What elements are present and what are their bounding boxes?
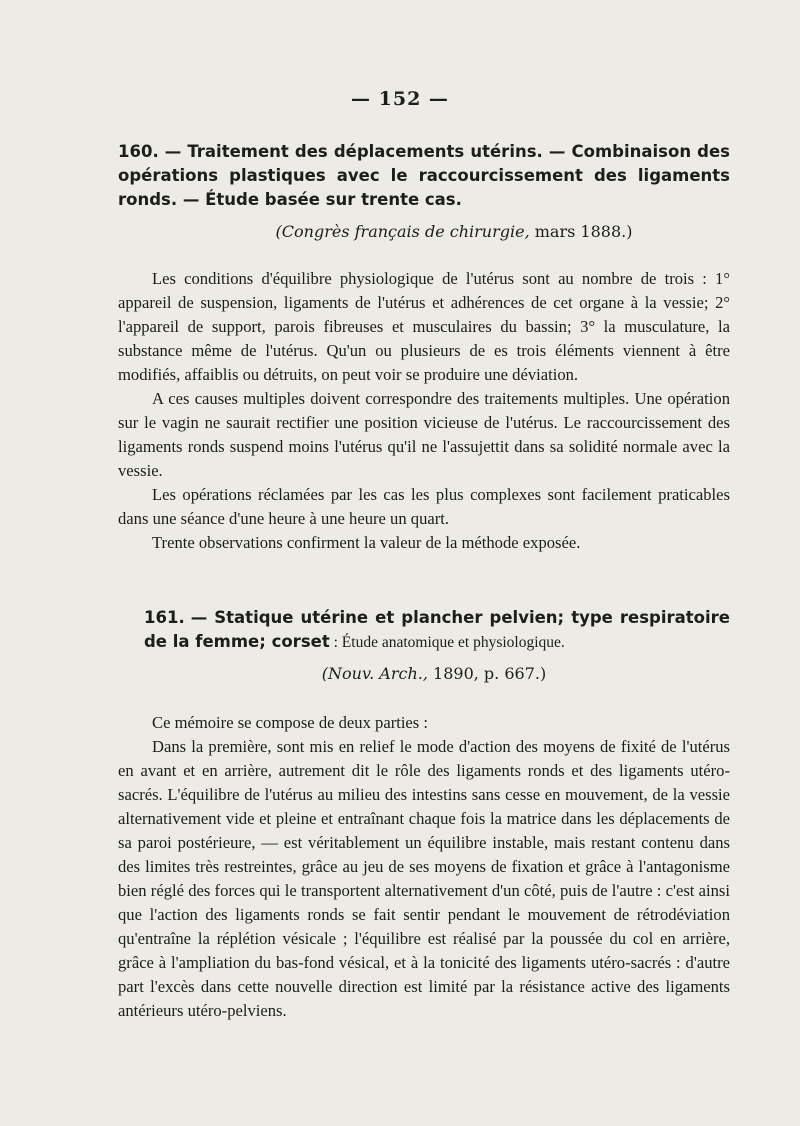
section-160-title: — Traitement des déplacements utérins. — Combinaison des opérations plastiques avec le raccourcissement des ligaments ronds. — Étude basée sur trente cas. (118, 142, 730, 209)
paragraph: A ces causes multiples doivent correspondre des traitements multiples. Une opération sur le vagin ne saurait rectifier une position vicieuse de l'utérus. Le raccourcissement des ligaments ronds suspend moins l'utérus qu'il ne l'assujettit dans sa solidité normale avec la vessie. (118, 389, 730, 480)
paragraph: Dans la première, sont mis en relief le mode d'action des moyens de fixité de l'utérus en avant et en arrière, autrement dit le rôle des ligaments ronds et des ligaments utéro-sacrés. L'équilibre de l'utérus au milieu des intestins sans cesse en mouvement, de la vessie alternativement vide et pleine et entraînant chaque fois la matrice dans les déplacements de sa paroi postérieure, — est véritablement un équilibre instable, mais restant contenu dans des limites très restreintes, grâce au jeu de ses moyens de fixation et grâce à l'antagonisme bien réglé des forces qui le transportent alternativement d'un côté, puis de l'autre : c'est ainsi que l'action des ligaments ronds se fait sentir pendant le mouvement de rétrodéviation qu'entraîne la réplétion vésicale ; l'équilibre est réalisé par la poussée du col en arrière, grâce à l'ampliation du bas-fond vésical, et à la tonicité des ligaments utéro-sacrés : d'autre part l'excès dans cette nouvelle direction est limité par la résistance active des ligaments antérieurs utéro-pelviens. (118, 737, 730, 1020)
section-160-source (118, 222, 730, 241)
paragraph: Les conditions d'équilibre physiologique de l'utérus sont au nombre de trois : 1° appareil de suspension, ligaments de l'utérus et adhérences de cet organe à la vessie; 2° l'appareil de support, parois fibreuses et musculaires du bassin; 3° la musculature, la substance même de l'utérus. Qu'un ou plusieurs de es trois éléments viennent à être modifiés, affaiblis ou détruits, on peut voir se produire une déviation. (118, 269, 730, 384)
section-161-source-date: 1890, p. 667.) (433, 664, 547, 683)
paragraph: Ce mémoire se compose de deux parties : (152, 713, 429, 732)
section-161-source-journal: (Nouv. Arch., (321, 664, 428, 683)
section-161-body (118, 711, 730, 1023)
paragraph: Les opérations réclamées par les cas les plus complexes sont facilement praticables dans une séance d'une heure à une heure un quart. (118, 485, 730, 528)
section-161-subtitle: : Étude anatomique et physiologique. (329, 634, 565, 651)
page-number: — 152 — (351, 88, 449, 110)
paragraph: Trente observations confirment la valeur de la méthode exposée. (152, 533, 581, 552)
section-160-heading (118, 140, 730, 212)
section-160-body (118, 267, 730, 555)
section-161-number: 161. (144, 608, 185, 627)
section-160 (118, 140, 730, 212)
section-161-heading (118, 606, 730, 655)
section-161 (118, 606, 730, 655)
section-161-source (118, 664, 730, 683)
section-160-number: 160. (118, 142, 159, 161)
section-161-title: — Statique utérine et plancher pelvien; type respiratoire de la femme; corset (144, 608, 730, 651)
section-160-source-date: mars 1888.) (534, 222, 633, 241)
section-160-source-journal: (Congrès français de chirurgie, (275, 222, 530, 241)
